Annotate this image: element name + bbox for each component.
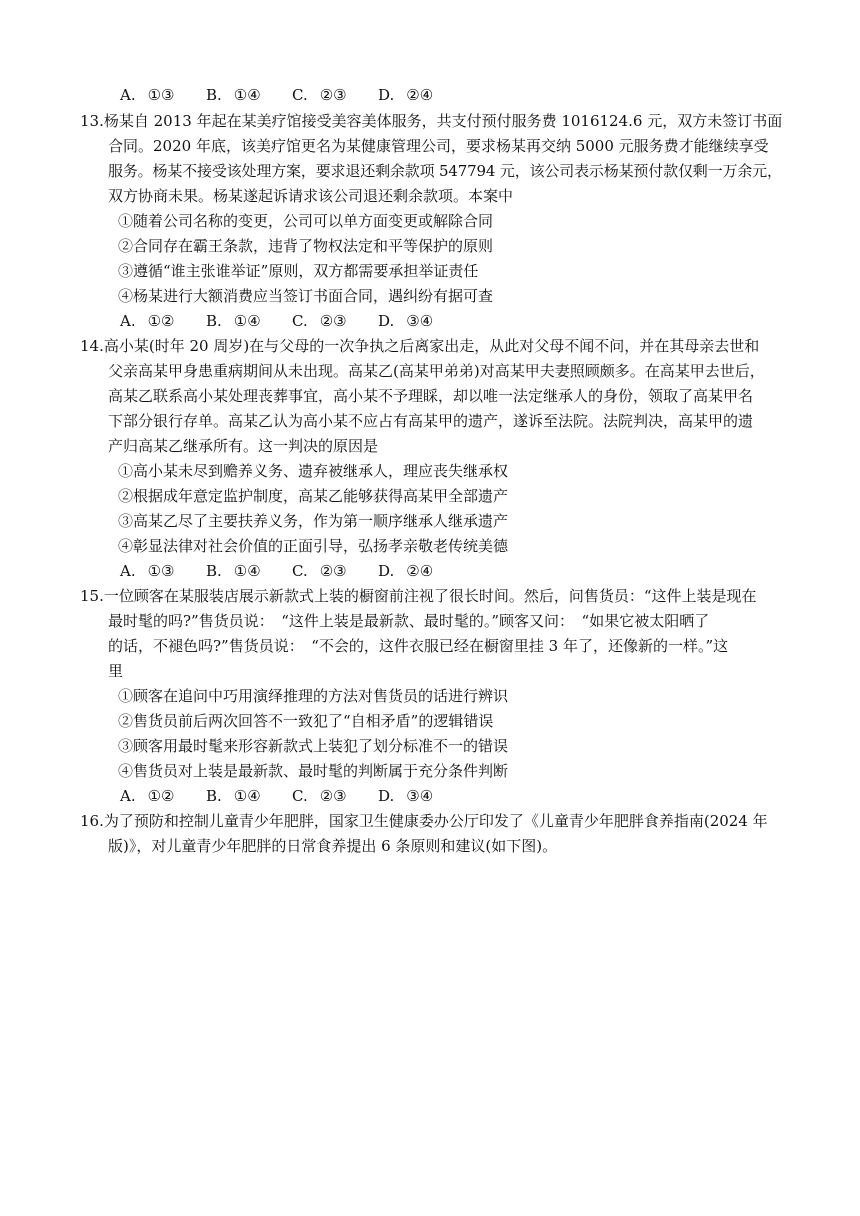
q16-stem-line-1: 16.为了预防和控制儿童青少年肥胖，国家卫生健康委办公厅印发了《儿童青少年肥胖食养指南(2024 年 [80, 812, 768, 830]
q13-stem-line-3: 服务。杨某不接受该处理方案，要求退还剩余款项 547794 元，该公司表示杨某预付款仅剩一万余元， [108, 162, 782, 180]
q15-statement-4: ④售货员对上装是最新款、最时髦的判断属于充分条件判断 [118, 762, 509, 780]
q13-option-b: B. ①④ [206, 312, 261, 330]
q14-statement-1: ①高小某未尽到赡养义务、遗弃被继承人，理应丧失继承权 [118, 462, 509, 480]
q14-number: 14. [80, 337, 104, 355]
q13-statement-4: ④杨某进行大额消费应当签订书面合同，遇纠纷有据可查 [118, 287, 494, 305]
q14-option-a: A. ①③ [120, 562, 175, 580]
q12-options [120, 84, 464, 108]
q14-option-b: B. ①④ [206, 562, 261, 580]
q14-option-d: D. ②④ [378, 562, 434, 580]
q15-option-d: D. ③④ [378, 787, 434, 805]
q15-stem-line-1: 15.一位顾客在某服装店展示新款式上装的橱窗前注视了很长时间。然后，问售货员：“这件上装是现在 [80, 587, 757, 605]
q13-statement-1: ①随着公司名称的变更，公司可以单方面变更或解除合同 [118, 212, 494, 230]
q15-option-b: B. ①④ [206, 787, 261, 805]
q13-stem-line-4: 双方协商未果。杨某遂起诉请求该公司退还剩余款项。本案中 [108, 187, 514, 205]
q14-stem-line-4: 下部分银行存单。高某乙认为高小某不应占有高某甲的遗产，遂诉至法院。法院判决，高某甲的遗 [108, 412, 754, 430]
q16-number: 16. [80, 812, 104, 830]
q15-statement-2: ②售货员前后两次回答不一致犯了“自相矛盾”的逻辑错误 [118, 712, 494, 730]
q13-number: 13. [80, 112, 104, 130]
q13-statement-2: ②合同存在霸王条款，违背了物权法定和平等保护的原则 [118, 237, 494, 255]
q14-statement-4: ④彰显法律对社会价值的正面引导，弘扬孝亲敬老传统美德 [118, 537, 509, 555]
q13-option-c: C. ②③ [292, 312, 347, 330]
q13-statement-3: ③遵循“谁主张谁举证”原则，双方都需要承担举证责任 [118, 262, 479, 280]
q12-option-d: D. ②④ [378, 86, 434, 104]
q14-statement-2: ②根据成年意定监护制度，高某乙能够获得高某甲全部遗产 [118, 487, 509, 505]
q15-option-a: A. ①② [120, 787, 175, 805]
q12-option-b: B. ①④ [206, 86, 261, 104]
q14-options [120, 560, 464, 584]
q15-stem-line-4: 里 [108, 662, 124, 680]
q15-stem-line-2: 最时髦的吗?”售货员说： “这件上装是最新款、最时髦的。”顾客又问： “如果它被太阳晒了 [108, 612, 710, 630]
q15-options [120, 785, 464, 809]
q14-stem-line-3: 高某乙联系高小某处理丧葬事宜，高小某不予理睬，却以唯一法定继承人的身份，领取了高某甲名 [108, 387, 754, 405]
q15-number: 15. [80, 587, 104, 605]
q14-stem-line-1: 14.高小某(时年 20 周岁)在与父母的一次争执之后离家出走，从此对父母不闻不问，并在其母亲去世和 [80, 337, 760, 355]
q12-option-c: C. ②③ [292, 86, 347, 104]
q15-option-c: C. ②③ [292, 787, 347, 805]
q14-option-c: C. ②③ [292, 562, 347, 580]
q15-statement-1: ①顾客在追问中巧用演绎推理的方法对售货员的话进行辨识 [118, 687, 509, 705]
q14-stem-line-5: 产归高某乙继承所有。这一判决的原因是 [108, 437, 379, 455]
q12-option-a: A. ①③ [120, 86, 175, 104]
q15-statement-3: ③顾客用最时髦来形容新款式上装犯了划分标准不一的错误 [118, 737, 509, 755]
q13-stem-line-2: 合同。2020 年底，该美疗馆更名为某健康管理公司，要求杨某再交纳 5000 元服务费才能继续享受 [108, 137, 769, 155]
q15-stem-line-3: 的话，不褪色吗?”售货员说： “不会的，这件衣服已经在橱窗里挂 3 年了，还像新的一样。”这 [108, 637, 729, 655]
q14-statement-3: ③高某乙尽了主要扶养义务，作为第一顺序继承人继承遗产 [118, 512, 509, 530]
q14-stem-line-2: 父亲高某甲身患重病期间从未出现。高某乙(高某甲弟弟)对高某甲夫妻照顾颇多。在高某甲去世后， [108, 362, 765, 380]
q13-options [120, 310, 464, 334]
q16-stem-line-2: 版)》，对儿童青少年肥胖的日常食养提出 6 条原则和建议(如下图)。 [108, 837, 558, 855]
q13-option-a: A. ①② [120, 312, 175, 330]
q13-option-d: D. ③④ [378, 312, 434, 330]
q13-stem-line-1: 13.杨某自 2013 年起在某美疗馆接受美容美体服务，共支付预付服务费 1016124.6 元，双方未签订书面 [80, 112, 783, 130]
